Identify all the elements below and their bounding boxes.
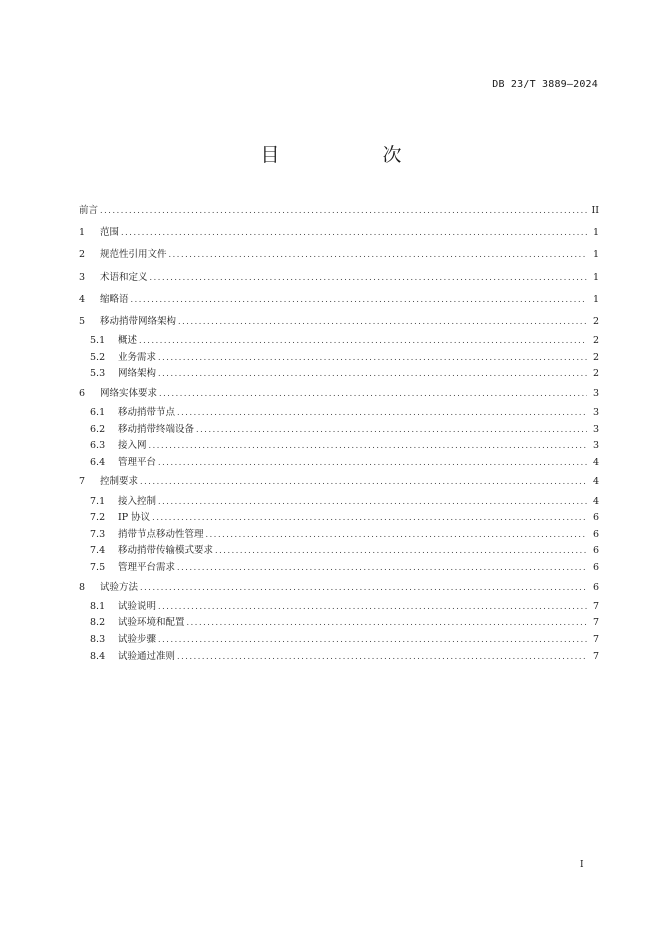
- toc-entry[interactable]: [79, 510, 599, 527]
- dot-leader: [206, 527, 587, 544]
- dot-leader: [152, 510, 587, 527]
- toc-entry-label: 管理平台: [118, 456, 157, 468]
- toc-entry-number: 8.2: [90, 617, 106, 629]
- toc-entry-label: 移动捎带终端设备: [118, 423, 195, 435]
- toc-entry-page: 2: [592, 351, 599, 363]
- toc-entry-page: 2: [592, 315, 599, 327]
- toc-entry-page: 3: [592, 423, 599, 435]
- dot-leader: [158, 494, 587, 511]
- toc-entry-page: 4: [592, 476, 599, 488]
- toc-entry-label: 网络实体要求: [100, 387, 158, 399]
- toc-entry-page: 1: [592, 249, 599, 261]
- toc-entry-page: II: [591, 205, 599, 216]
- toc-entry-number: 6.2: [90, 423, 106, 435]
- dot-leader: [158, 350, 587, 367]
- toc-entry-label: 缩略语: [100, 293, 129, 305]
- toc-entry-number: 8.3: [90, 634, 106, 645]
- toc-entry[interactable]: [79, 438, 599, 455]
- toc-entry-label: 试验说明: [118, 600, 157, 612]
- toc-entry-page: 6: [592, 512, 599, 524]
- toc-entry-label: 试验环境和配置: [118, 617, 185, 629]
- dot-leader: [159, 383, 587, 405]
- toc-entry[interactable]: [79, 350, 599, 367]
- toc-entry[interactable]: [79, 244, 599, 266]
- toc-entry[interactable]: [79, 527, 599, 544]
- toc-entry-number: 6: [79, 387, 86, 399]
- toc-entry-label: 试验通过准则: [118, 650, 176, 662]
- toc-entry-label: 移动捎带节点: [118, 407, 176, 419]
- toc-entry-number: 6.1: [90, 407, 106, 419]
- toc-entry-label: 管理平台需求: [118, 562, 176, 574]
- toc-entry-label: 试验方法: [100, 581, 139, 593]
- toc-entry-label: 接入网: [118, 440, 147, 452]
- toc-entry-page: 1: [592, 271, 599, 283]
- page-title: 目 次: [260, 144, 444, 166]
- toc-entry[interactable]: [79, 599, 599, 616]
- toc-entry[interactable]: [79, 405, 599, 422]
- toc-entry-number: 7.1: [90, 495, 106, 507]
- toc-entry[interactable]: [79, 383, 599, 405]
- toc-entry-number: 5.2: [90, 351, 106, 363]
- document-id: DB 23/T 3889—2024: [492, 79, 598, 90]
- dot-leader: [196, 422, 587, 439]
- toc-entry-number: 4: [79, 293, 86, 305]
- toc-entry-page: 1: [592, 227, 599, 239]
- dot-leader: [169, 244, 587, 266]
- toc-entry-page: 6: [592, 581, 599, 593]
- toc-entry[interactable]: [79, 577, 599, 599]
- toc-entry-number: 6.4: [90, 456, 106, 468]
- toc-entry-number: 7.3: [90, 528, 106, 540]
- dot-leader: [149, 438, 587, 455]
- dot-leader: [139, 333, 587, 350]
- dot-leader: [100, 200, 587, 222]
- toc-entry-label: 范围: [100, 227, 120, 239]
- toc-entry-page: 4: [592, 456, 599, 468]
- dot-leader: [177, 405, 587, 422]
- toc-entry-number: 5.3: [90, 368, 106, 380]
- toc-entry[interactable]: [79, 494, 599, 511]
- toc-entry-label: 规范性引用文件: [100, 249, 167, 261]
- dot-leader: [140, 471, 587, 493]
- table-of-contents: [79, 200, 599, 665]
- toc-entry-label: 网络架构: [118, 368, 157, 380]
- dot-leader: [158, 366, 587, 383]
- toc-entry-label: 前言: [79, 205, 99, 216]
- toc-entry-page: 4: [592, 495, 599, 507]
- toc-entry-label: 试验步骤: [118, 634, 157, 645]
- toc-entry-page: 7: [592, 617, 599, 629]
- toc-entry-label: 概述: [118, 335, 138, 347]
- dot-leader: [178, 311, 587, 333]
- toc-entry-label: 移动捎带传输模式要求: [118, 545, 214, 557]
- toc-entry-number: 1: [79, 227, 86, 239]
- dot-leader: [158, 632, 587, 649]
- toc-entry-number: 8: [79, 581, 86, 593]
- toc-entry[interactable]: [79, 289, 599, 311]
- toc-entry-page: 2: [592, 368, 599, 380]
- dot-leader: [177, 649, 587, 666]
- toc-entry-page: 6: [592, 528, 599, 540]
- toc-entry[interactable]: [79, 560, 599, 577]
- toc-entry-label: 捎带节点移动性管理: [118, 528, 204, 540]
- dot-leader: [158, 599, 587, 616]
- toc-entry-number: 7.2: [90, 512, 106, 524]
- toc-entry-label: 控制要求: [100, 476, 139, 488]
- toc-entry[interactable]: [79, 615, 599, 632]
- toc-entry-page: 3: [592, 407, 599, 419]
- toc-entry-number: 8.4: [90, 650, 106, 662]
- page-number: I: [580, 860, 584, 870]
- toc-entry-page: 6: [592, 545, 599, 557]
- toc-entry-page: 7: [592, 600, 599, 612]
- toc-entry-number: 7.5: [90, 562, 106, 574]
- toc-entry-number: 5.1: [90, 335, 106, 347]
- dot-leader: [150, 267, 587, 289]
- toc-entry[interactable]: [79, 422, 599, 439]
- toc-entry-page: 1: [592, 293, 599, 305]
- toc-entry-number: 6.3: [90, 440, 106, 452]
- toc-entry[interactable]: [79, 200, 599, 222]
- toc-entry[interactable]: [79, 471, 599, 493]
- toc-entry[interactable]: [79, 632, 599, 649]
- toc-entry-number: 7: [79, 476, 86, 488]
- toc-entry[interactable]: [79, 455, 599, 472]
- dot-leader: [121, 222, 587, 244]
- toc-entry[interactable]: [79, 267, 599, 289]
- dot-leader: [140, 577, 587, 599]
- toc-entry-page: 7: [592, 650, 599, 662]
- toc-entry-page: 7: [592, 634, 599, 645]
- toc-entry[interactable]: [79, 366, 599, 383]
- toc-entry[interactable]: [79, 311, 599, 333]
- toc-entry[interactable]: [79, 222, 599, 244]
- toc-entry[interactable]: [79, 543, 599, 560]
- toc-entry-page: 3: [592, 387, 599, 399]
- toc-entry-number: 7.4: [90, 545, 106, 557]
- dot-leader: [215, 543, 587, 560]
- toc-entry[interactable]: [79, 649, 599, 666]
- toc-entry-label: IP 协议: [118, 512, 151, 524]
- toc-entry-label: 术语和定义: [100, 271, 148, 283]
- toc-entry-label: 业务需求: [118, 351, 157, 363]
- toc-entry-number: 5: [79, 315, 86, 327]
- toc-entry-number: 2: [79, 249, 86, 261]
- toc-entry-number: 8.1: [90, 600, 106, 612]
- toc-entry-label: 接入控制: [118, 495, 157, 507]
- dot-leader: [187, 615, 587, 632]
- toc-entry-page: 3: [592, 440, 599, 452]
- toc-entry[interactable]: [79, 333, 599, 350]
- toc-entry-label: 移动捎带网络架构: [100, 315, 177, 327]
- dot-leader: [158, 455, 587, 472]
- toc-entry-page: 2: [592, 335, 599, 347]
- dot-leader: [177, 560, 587, 577]
- toc-entry-page: 6: [592, 562, 599, 574]
- toc-entry-number: 3: [79, 271, 86, 283]
- dot-leader: [131, 289, 587, 311]
